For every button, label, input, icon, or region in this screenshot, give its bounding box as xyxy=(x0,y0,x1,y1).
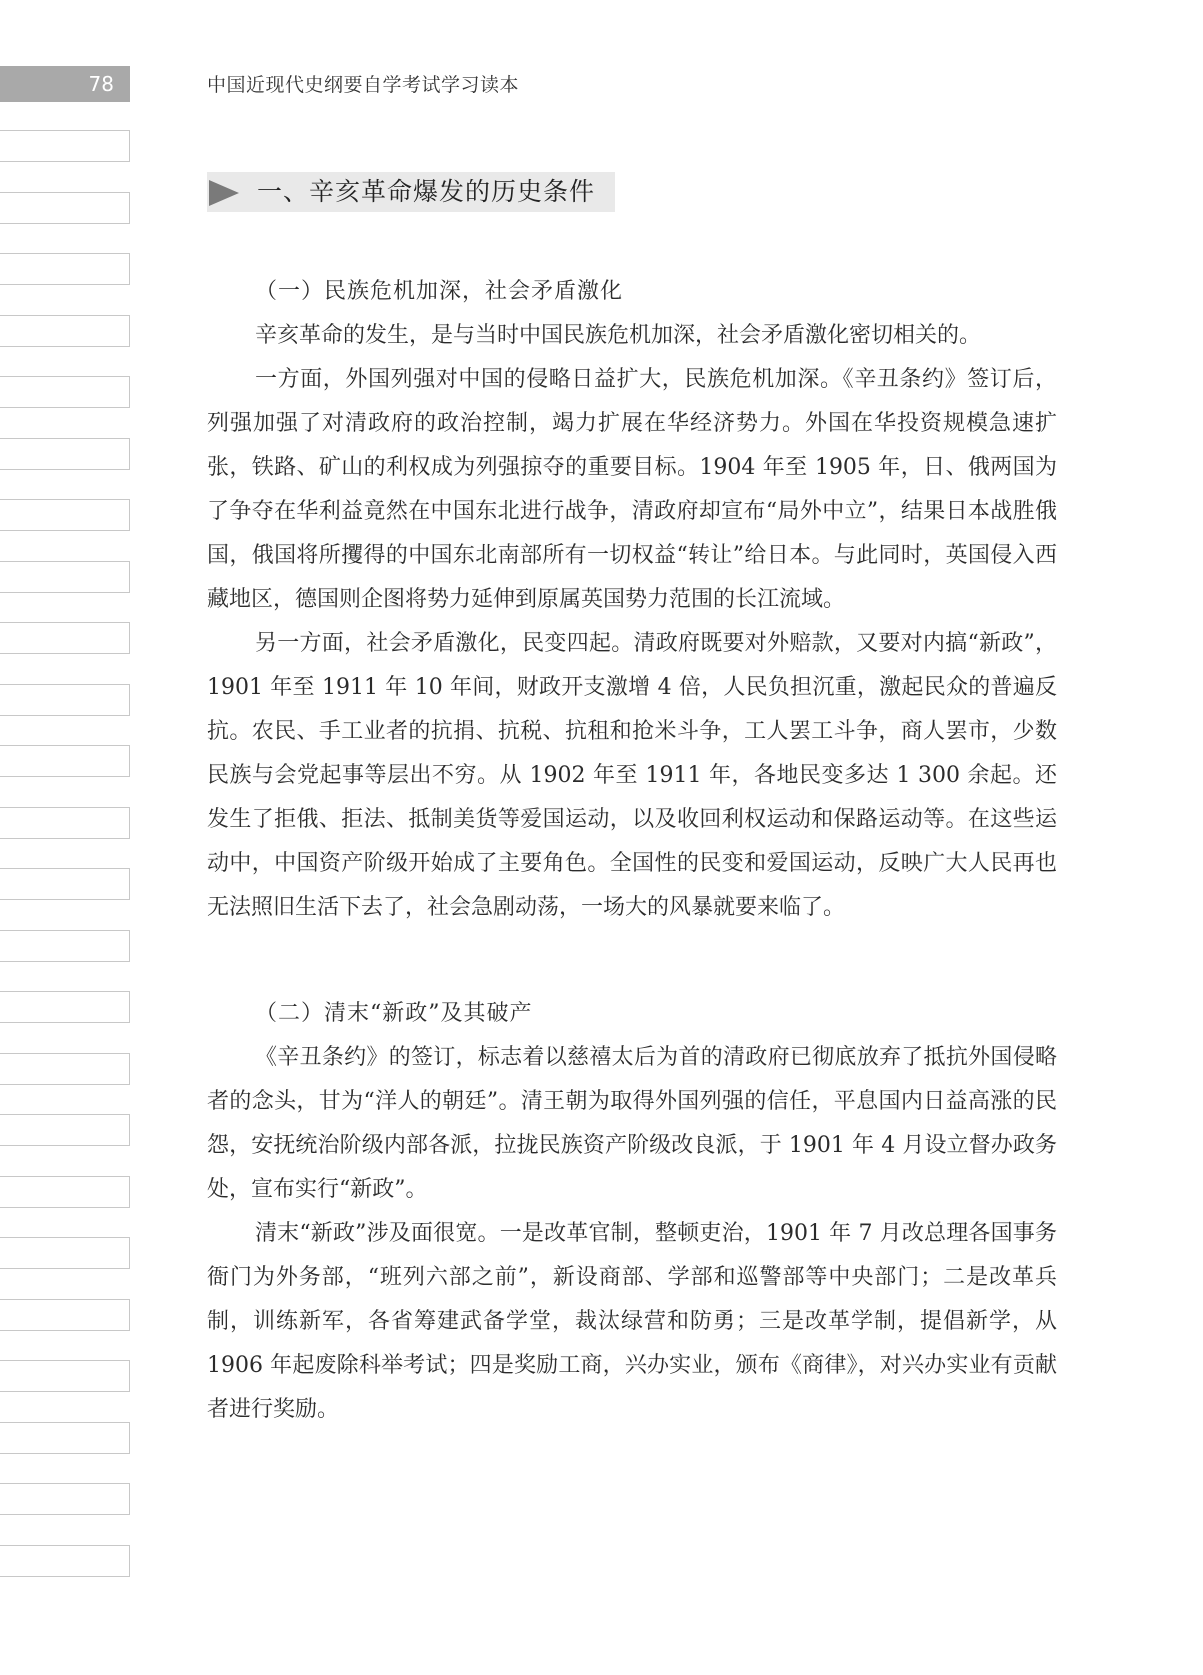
margin-box xyxy=(0,130,130,162)
margin-box xyxy=(0,1114,130,1146)
margin-box xyxy=(0,1053,130,1085)
paragraph: 《辛丑条约》的签订，标志着以慈禧太后为首的清政府已彻底放弃了抵抗外国侵略者的念头，甘为“洋人的朝廷”。清王朝为取得外国列强的信任，平息国内日益高涨的民怨，安抚统治阶级内部各派，拉拢民族资产阶级改良派，于 1901 年 4 月设立督办政务处，宣布实行“新政”。 xyxy=(207,1045,1057,1202)
subheading: （二）清末“新政”及其破产 xyxy=(255,1001,533,1026)
body-content xyxy=(207,270,1057,1432)
margin-box xyxy=(0,1545,130,1577)
margin-box xyxy=(0,315,130,347)
margin-box xyxy=(0,1176,130,1208)
paragraph: 清末“新政”涉及面很宽。一是改革官制，整顿吏治，1901 年 7 月改总理各国事务衙门为外务部，“班列六部之前”，新设商部、学部和巡警部等中央部门；二是改革兵制，训练新军，各省筹建武备学堂，裁汰绿营和防勇；三是改革学制，提倡新学，从 1906 年起废除科举考试；四是奖励工商，兴办实业，颁布《商律》，对兴办实业有贡献者进行奖励。 xyxy=(207,1221,1057,1422)
margin-box xyxy=(0,930,130,962)
section-gap xyxy=(207,930,1057,992)
margin-box xyxy=(0,253,130,285)
margin-box xyxy=(0,438,130,470)
section-heading xyxy=(207,172,615,212)
section-heading-title: 一、辛亥革命爆发的历史条件 xyxy=(257,177,596,206)
paragraph: 辛亥革命的发生，是与当时中国民族危机加深，社会矛盾激化密切相关的。 xyxy=(255,323,982,348)
margin-box xyxy=(0,684,130,716)
margin-box xyxy=(0,868,130,900)
margin-box xyxy=(0,499,130,531)
running-header-title: 中国近现代史纲要自学考试学习读本 xyxy=(207,74,520,96)
subheading: （一）民族危机加深，社会矛盾激化 xyxy=(255,279,624,304)
margin-box xyxy=(0,1360,130,1392)
page-number: 78 xyxy=(0,66,130,102)
margin-box xyxy=(0,376,130,408)
margin-box xyxy=(0,561,130,593)
margin-box xyxy=(0,1483,130,1515)
margin-box xyxy=(0,192,130,224)
margin-box xyxy=(0,1237,130,1269)
margin-box xyxy=(0,1422,130,1454)
paragraph: 一方面，外国列强对中国的侵略日益扩大，民族危机加深。《辛丑条约》签订后，列强加强了对清政府的政治控制，竭力扩展在华经济势力。外国在华投资规模急速扩张，铁路、矿山的利权成为列强掠夺的重要目标。1904 年至 1905 年，日、俄两国为了争夺在华利益竟然在中国东北进行战争，清政府却宣布“局外中立”，结果日本战胜俄国，俄国将所攫得的中国东北南部所有一切权益“转让”给日本。与此同时，英国侵入西藏地区，德国则企图将势力延伸到原属英国势力范围的长江流域。 xyxy=(207,367,1057,612)
margin-box xyxy=(0,807,130,839)
margin-box xyxy=(0,1299,130,1331)
triangle-arrow-icon xyxy=(209,180,239,206)
margin-box xyxy=(0,991,130,1023)
margin-box xyxy=(0,745,130,777)
paragraph: 另一方面，社会矛盾激化，民变四起。清政府既要对外赔款，又要对内搞“新政”，1901 年至 1911 年 10 年间，财政开支激增 4 倍，人民负担沉重，激起民众的普遍反抗。农民、手工业者的抗捐、抗税、抗租和抢米斗争，工人罢工斗争，商人罢市，少数民族与会党起事等层出不穷。从 1902 年至 1911 年，各地民变多达 1 300 余起。还发生了拒俄、拒法、抵制美货等爱国运动，以及收回利权运动和保路运动等。在这些运动中，中国资产阶级开始成了主要角色。全国性的民变和爱国运动，反映广大人民再也无法照旧生活下去了，社会急剧动荡，一场大的风暴就要来临了。 xyxy=(207,631,1057,920)
margin-box xyxy=(0,622,130,654)
